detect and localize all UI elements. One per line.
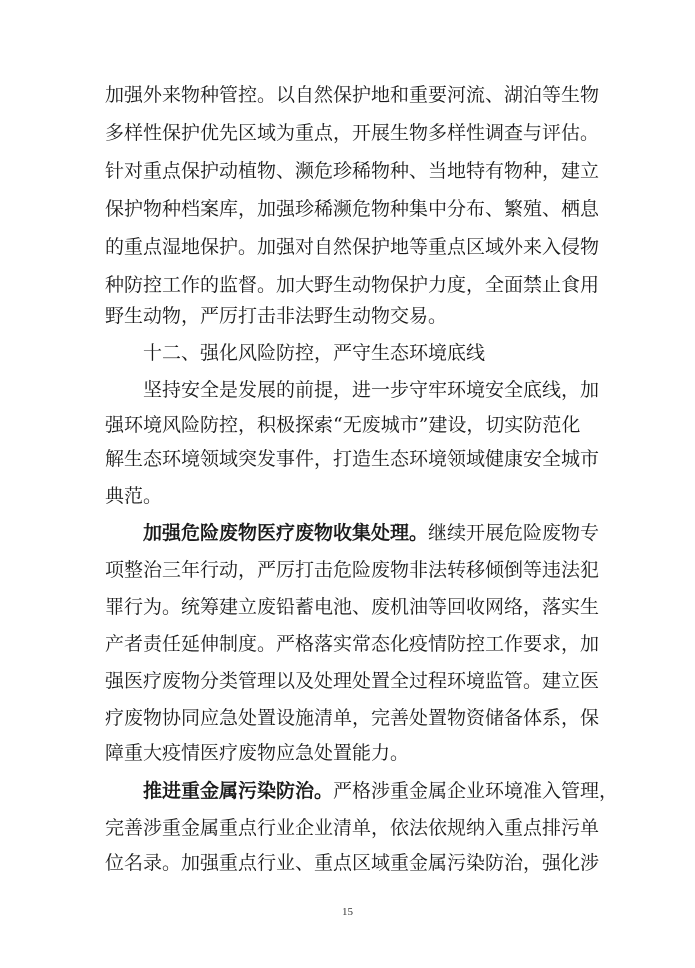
- paragraph-2-line-2: 强环境风险防控，积极探索“无废城市”建设，切实防范化: [105, 414, 581, 436]
- paragraph-1-line-4: 保护物种档案库，加强珍稀濒危物种集中分布、繁殖、栖息: [105, 198, 600, 220]
- paragraph-1-line-1: 加强外来物种管控。以自然保护地和重要河流、湖泊等生物: [105, 84, 600, 106]
- paragraph-1-line-3: 针对重点保护动植物、濒危珍稀物种、当地特有物种，建立: [105, 160, 600, 182]
- paragraph-4-line-2: 完善涉重金属重点行业企业清单，依法依规纳入重点排污单: [105, 817, 600, 839]
- paragraph-3-line-5: 强医疗废物分类管理以及处理处置全过程环境监管。建立医: [105, 670, 600, 692]
- paragraph-4-line-1: [143, 778, 619, 804]
- paragraph-3-line-7: 障重大疫情医疗废物应急处置能力。: [105, 742, 410, 764]
- paragraph-3-line-6: 疗废物协同应急处置设施清单，完善处置物资储备体系，保: [105, 707, 600, 729]
- paragraph-1-line-5: 的重点湿地保护。加强对自然保护地等重点区域外来入侵物: [105, 236, 600, 258]
- paragraph-3-line-4: 产者责任延伸制度。严格落实常态化疫情防控工作要求，加: [105, 633, 600, 655]
- paragraph-3-line-3: 罪行为。统筹建立废铅蓄电池、废机油等回收网络，落实生: [105, 596, 600, 618]
- page-number: 15: [342, 906, 353, 918]
- paragraph-4-line-3: 位名录。加强重点行业、重点区域重金属污染防治，强化涉: [105, 852, 600, 874]
- paragraph-3-line-2: 项整治三年行动，严厉打击危险废物非法转移倾倒等违法犯: [105, 559, 600, 581]
- paragraph-3-first-rest: 继续开展危险废物专: [428, 522, 600, 544]
- paragraph-2-line-1: 坚持安全是发展的前提，进一步守牢环境安全底线，加: [143, 379, 600, 401]
- section-heading: 十二、强化风险防控，严守生态环境底线: [143, 342, 486, 364]
- paragraph-1-line-2: 多样性保护优先区域为重点，开展生物多样性调查与评估。: [105, 122, 600, 144]
- paragraph-2-line-4: 典范。: [105, 485, 163, 507]
- paragraph-1-line-7: 野生动物，严厉打击非法野生动物交易。: [105, 305, 448, 327]
- paragraph-1-line-6: 种防控工作的监督。加大野生动物保护力度，全面禁止食用: [105, 274, 600, 296]
- paragraph-3-line-1: [143, 520, 600, 546]
- paragraph-4-lead: 推进重金属污染防治。: [143, 780, 334, 802]
- paragraph-3-lead: 加强危险废物医疗废物收集处理。: [143, 522, 429, 544]
- paragraph-2-line-3: 解生态环境领域突发事件，打造生态环境领域健康安全城市: [105, 448, 600, 470]
- paragraph-4-first-rest: 严格涉重金属企业环境准入管理，: [333, 780, 619, 802]
